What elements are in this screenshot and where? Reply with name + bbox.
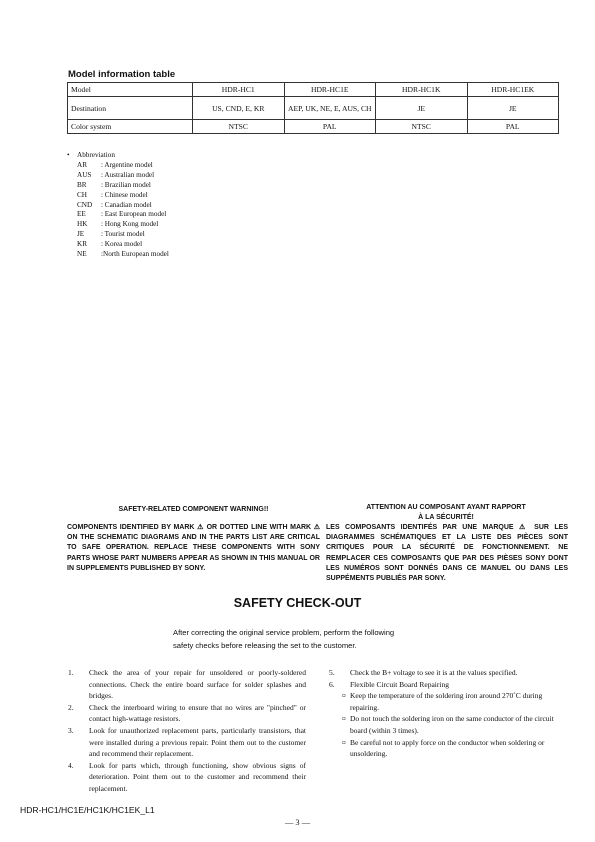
abbr-code: KR [77,240,87,249]
note-mark-icon: ¤ [342,714,346,724]
table-row-color-system [68,120,559,134]
list-item [67,240,169,250]
list-item [67,191,169,201]
table-cell: JE [376,97,468,120]
table-cell: NTSC [376,120,468,134]
list-item [67,181,169,191]
item-text: Check the area of your repair for unsoldered or poorly-soldered connections. Check the entire board surface for solder splashes and bridges. [89,668,306,701]
table-cell: Color system [68,120,193,134]
table-row-destination [68,97,559,120]
abbreviation-heading-text: Abbreviation [77,151,115,159]
flex-note [329,737,566,760]
item-text: Check the B+ voltage to see it is at the values specified. [350,668,518,677]
item-number: 4. [68,760,74,770]
intro-line: safety checks before releasing the set to the customer. [173,641,357,650]
table-cell: US, CND, E, KR [193,97,285,120]
list-item [67,230,169,240]
flex-note [329,690,566,713]
warning-en-body: COMPONENTS IDENTIFIED BY MARK ⚠ OR DOTTED LINE WITH MARK ⚠ ON THE SCHEMATIC DIAGRAMS AND IN THE PARTS LIST ARE CRITICAL TO SAFE OPERATION. REPLACE THESE COMPONENTS WITH SONY PARTS WHOSE PART NUMBERS APPEAR AS SHOWN IN THIS MANUAL OR IN SUPPLEMENTS PUBLISHED BY SONY. [67,524,320,572]
abbreviation-list [67,151,169,260]
footer-model-code: HDR-HC1/HC1E/HC1K/HC1EK_L1 [20,805,155,815]
item-text: Check the interboard wiring to ensure that no wires are "pinched" or contact high-wattage resistors. [89,702,306,724]
abbr-desc: : Chinese model [101,190,148,199]
list-item [329,667,566,679]
list-item [67,201,169,211]
abbr-code: HK [77,220,88,229]
safety-checkout-intro [173,626,453,652]
item-number: 5. [329,668,335,677]
flex-note [329,713,566,736]
abbr-code: BR [77,180,87,189]
abbr-code: CH [77,190,87,199]
list-item [67,250,169,260]
list-item [67,210,169,220]
item-text: Flexible Circuit Board Repairing [350,679,449,689]
model-table-title: Model information table [68,69,176,80]
abbr-desc: : Australian model [101,170,155,179]
table-cell: PAL [467,120,559,134]
note-text: Be careful not to apply force on the conductor when soldering or unsoldering. [350,737,545,759]
note-text: Keep the temperature of the soldering iron around 270˚C during repairing. [350,691,543,712]
abbr-desc: : Korea model [101,240,143,249]
abbr-code: NE [77,250,87,259]
table-cell: Model [68,83,193,97]
check-list-left [68,667,306,795]
abbr-code: AR [77,160,87,169]
abbr-desc: : Hong Kong model [101,220,159,229]
warning-fr-title [326,503,566,523]
table-cell: AEP, UK, NE, E, AUS, CH [284,97,376,120]
list-item [68,702,306,725]
list-item [329,679,566,691]
table-cell: HDR-HC1K [376,83,468,97]
table-cell: HDR-HC1 [193,83,285,97]
list-item [68,725,306,760]
model-information-table [67,82,559,134]
abbr-code: AUS [77,170,92,179]
table-cell: Destination [68,97,193,120]
warning-fr-title-line: ATTENTION AU COMPOSANT AYANT RAPPORT [366,504,526,511]
item-number: 6. [329,679,335,689]
item-number: 1. [68,668,74,677]
note-mark-icon: ¤ [342,737,346,747]
warning-en-title: SAFETY-RELATED COMPONENT WARNING!! [118,506,269,513]
table-cell: HDR-HC1E [284,83,376,97]
note-text: Do not touch the soldering iron on the same conductor of the circuit board (within 3 times). [350,714,554,735]
abbr-code: CND [77,200,93,209]
list-item [67,220,169,230]
page-number: — 3 — [284,818,311,827]
abbr-desc: :North European model [101,250,169,259]
table-cell: PAL [284,120,376,134]
abbr-code: JE [77,230,85,239]
check-list-right [329,667,566,760]
abbr-desc: : Canadian model [101,200,152,209]
list-item [67,161,169,171]
table-cell: HDR-HC1EK [467,83,559,97]
item-number: 3. [68,725,74,735]
warning-fr-body: LES COMPOSANTS IDENTIFÉS PAR UNE MARQUE ⚠ SUR LES DIAGRAMMES SCHÉMATIQUES ET LA LISTE DES PIÈCES SONT CRITIQUES POUR LA SÉCURITÉ DE FONCTIONNEMENT. NE REMPLACER CES COMPOSANTS QUE PAR DES PIÈSES SONY DONT LES NUMÉROS SONT DONNÉS DANS CE MANUEL OU DANS LES SUPPÉMENTS PUBLIÉS PAR SONY. [326,524,568,583]
table-cell: JE [467,97,559,120]
item-text: Look for parts which, through functioning, show obvious signs of deterioration. Point them out to the customer and recommend their replacement. [89,760,306,793]
item-number: 2. [68,702,74,712]
table-cell: NTSC [193,120,285,134]
bullet-icon: • [67,151,70,159]
abbr-desc: : East European model [101,210,167,219]
table-row-model [68,83,559,97]
abbr-desc: : Brazilian model [101,180,151,189]
abbreviation-heading [67,151,169,161]
intro-line: After correcting the original service problem, perform the following [173,628,395,637]
list-item [67,171,169,181]
item-text: Look for unauthorized replacement parts, particularly transistors, that were installed during a previous repair. Point them out to the customer and recommend their replacement. [89,725,306,759]
abbr-desc: : Tourist model [101,230,145,239]
note-mark-icon: ¤ [342,691,346,701]
list-item [68,667,306,702]
list-item [68,760,306,795]
abbr-code: EE [77,210,86,219]
abbr-desc: : Argentine model [101,160,153,169]
warning-fr-title-line: À LA SÉCURITÉ! [418,514,474,522]
safety-checkout-title: SAFETY CHECK-OUT [233,596,362,610]
